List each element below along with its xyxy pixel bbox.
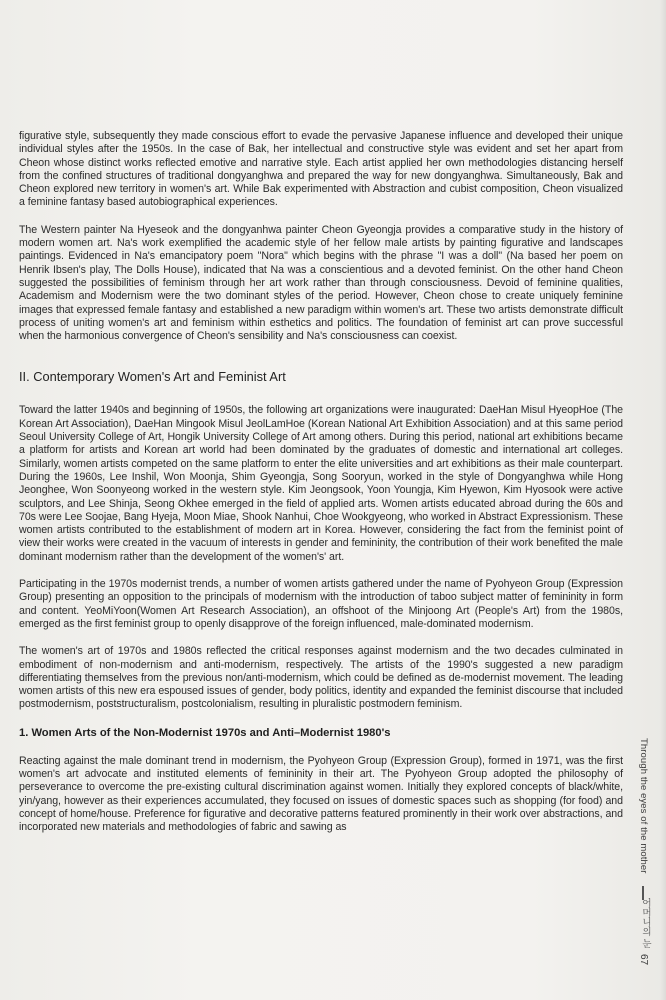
running-sidebar <box>636 738 656 978</box>
page-edge-shadow <box>660 0 666 1000</box>
running-title: Through the eyes of the mother <box>638 738 649 874</box>
paragraph-bak-cheon-styles: figurative style, subsequently they made conscious effort to evade the pervasive Japanese influence and developed their unique individual styles after the 1950s. In the case of Bak, her intellectual and constructive style was evident and set her apart from Cheon whose distinct works reflected emotive and narrative style. Each artist applied her own methodologies distancing herself from the confined structures of traditional dongyanghwa and prepared the way for new dongyanghwa. Simultaneously, Bak and Cheon explored new territory in women's art. While Bak experimented with Abstraction and cubist composition, Cheon visualized a feminine fantasy based autobiographical experiences. <box>19 130 623 209</box>
page-number: 67 <box>638 954 649 966</box>
paragraph-1990s-paradigm: The women's art of 1970s and 1980s reflected the critical responses against modernism and the two decades culminated in embodiment of non-modernism and anti-modernism, respectively. The artists of the 1990's suggested a new paradigm differentiating themselves from the previous non/anti-modernism, which could be defined as de-modernist movement. The leading women artists of this new era espoused issues of gender, body politics, identity and expanded the feminist discourse that included postmodernism, poststructuralism, postcolonialism, resulting in pluralistic postmodern feminism. <box>19 645 623 711</box>
section-heading: II. Contemporary Women's Art and Feminist Art <box>19 369 286 385</box>
paragraph-art-organizations: Toward the latter 1940s and beginning of 1950s, the following art organizations were inaugurated: DaeHan Misul HyeopHoe (The Korean Art Association), DaeHan Mingook Misul JeolLamHoe (Korean National Art Exhibition Association) and at this same period Seoul University College of Art, Hongik University College of Art among others. During this period, national art exhibitions became a platform for artists and Korean art world had been dominated by the graduates of domestic and international art colleges. Similarly, women artists competed on the same platform to enter the elite universities and art exhibitions as their male counterpart. During the 1960s, Lee Inshil, Won Moonja, Shim Gyeongja, Song Sooryun, worked in the style of Dongyanghwa while Hong Jeonghee, Won Soonyeong worked in the western style. Kim Jeongsook, Yoon Youngja, Kim Hyewon, Kim Hyosook were active sculptors, and Lee Shinja, Seong Okhee emerged in the field of applied arts. Women artists educated abroad during the 60s and 70s were Lee Soojae, Bang Hyeja, Moon Miae, Shook Nanhui, Choe Wookgyeong, who worked in Abstract Expressionism. These women artists contributed to the establishment of modern art in Korea. However, considering the fact from the feminist point of view their works were created in the vacuum of interests in gender and femininity, the contribution of their work benefited the male dominant modernism rather than the development of the women's' art. <box>19 404 623 563</box>
paragraph-pyohyeon-yeomiyoon: Participating in the 1970s modernist trends, a number of women artists gathered under the name of Pyohyeon Group (Expression Group) presenting an opposition to the principals of modernism with the introduction of taboo subject matter of femininity in form and content. YeoMiYoon(Women Art Research Association), an offshoot of the Minjoong Art (People's Art) from the 1980s, emerged as the first feminist group to openly disapprove of the foreign influenced, male-dominated modernism. <box>19 578 623 630</box>
paragraph-na-cheon-comparison: The Western painter Na Hyeseok and the dongyanhwa painter Cheon Gyeongja provides a comparative study in the history of modern women art. Na's work exemplified the academic style of her fellow male artists by painting figurative and landscapes paintings. Evidenced in Na's emancipatory poem "Nora" which begins with the phrase "I was a doll" (Na based her poem on Henrik Ibsen's play, The Dolls House), indicated that Na was a conscientious and a devoted feminist. On the other hand Cheon suggested the possibilities of feminism through her art work rather than through consciousness. Devoid of feminine qualities, Academism and Modernism were the two dominant styles of the period. However, Cheon chose to create uniquely feminine images that expressed female fantasy and established a new paradigm within women's art. These two artists demonstrate difficult process of uniting women's art and feminism within esthetics and politics. The foundation of feminist art can prove successful when the harmonious convergence of Cheon's sensibility and Na's consciousness can coexist. <box>19 223 623 343</box>
body-text <box>19 130 623 848</box>
subsection-heading: 1. Women Arts of the Non-Modernist 1970s and Anti–Modernist 1980's <box>19 726 391 739</box>
paragraph-pyohyeon-group: Reacting against the male dominant trend in modernism, the Pyohyeon Group (Expression Group), formed in 1971, was the first women's art advocate and instituted elements of femininity in their art. The Pyohyeon Group adopted the philosophy of perseverance to overcome the pre-existing cultural discrimination against women. Initially they explored concepts of black/white, yin/yang, however as their experiences accumulated, they focused on issues of domestic spaces such as shopping (for food) and concept of home/house. Preference for figurative and decorative patterns featured prominently in their work over abstractions, and incorporated new materials and methodologies of fabric and sawing as <box>19 754 623 834</box>
running-title-korean: 어머니의 눈 <box>640 898 651 949</box>
